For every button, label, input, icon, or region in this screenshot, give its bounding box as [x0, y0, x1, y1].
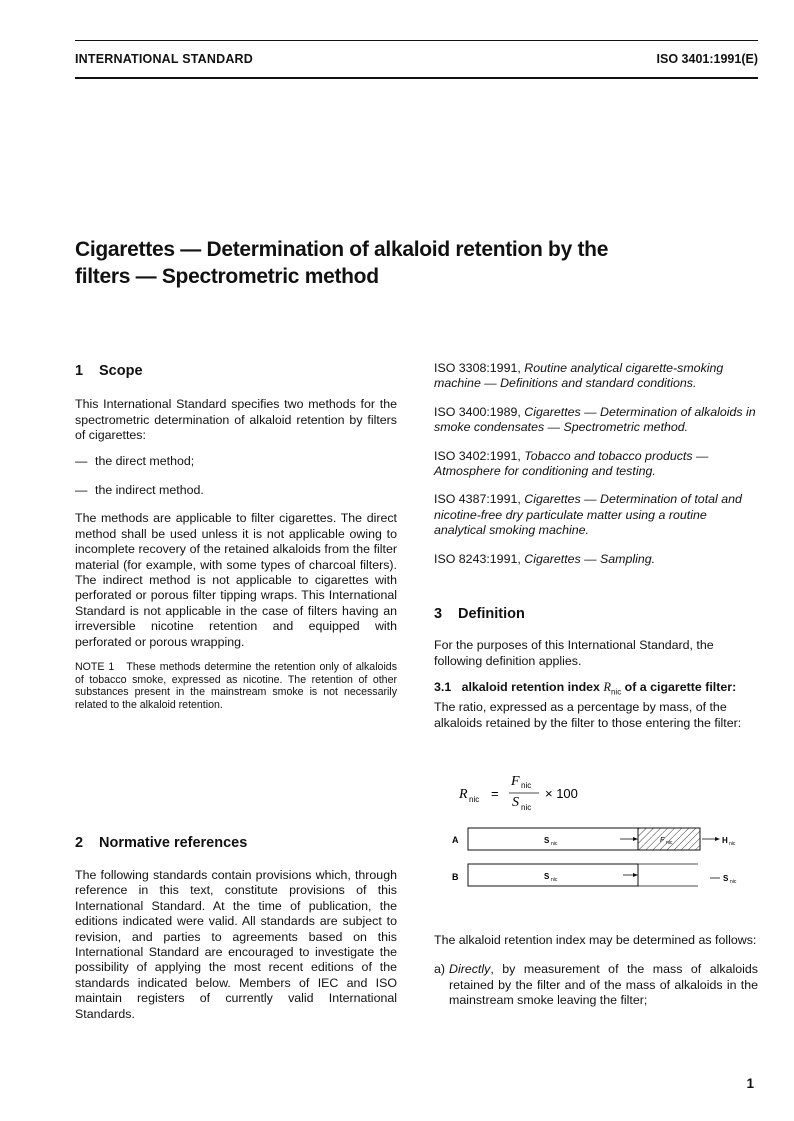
row-a-label: A [452, 835, 459, 845]
row-a-s-sub: nic [551, 841, 558, 847]
scope-note [75, 661, 397, 711]
scope-body: The methods are applicable to filter cigarettes. The direct method shall be used unless it is not applicable owing to incomplete recovery of the retained alkaloids from the filter material (for example, with some types of charcoal filters). The indirect method is not applicable to cigarettes with perforated or porous filter tipping wraps. This International Standard is not applicable in the case of filters having an irreversible nicotine retention and equipped with perforated or porous wrapping. [75, 511, 397, 649]
formula-times: × 100 [545, 786, 578, 801]
scope-item-direct [75, 454, 397, 469]
normative-body: The following standards contain provisions which, through reference in this text, constitute provisions of this International Standard. At the time of publication, the editions indicated were valid. All standards are subject to revision, and parties to agreements based on this International Standard are encouraged to investigate the possibility of applying the most recent editions of the standards indicated below. Members of IEC and ISO maintain registers of currently valid International Standards. [75, 867, 397, 1021]
document-title [75, 236, 765, 290]
item-a-body: , by measurement of the mass of alkaloids retained by the filter and of the mass of alkaloids in the mainstream smoke leaving the filter; [449, 962, 758, 1008]
reference-title: Routine analytical cigarette-smoking machine — Definitions and standard conditions. [434, 361, 724, 391]
scope-item-indirect [75, 483, 397, 498]
normative-heading [75, 836, 397, 851]
row-b-s-label: S [544, 872, 550, 881]
term-symbol: R [603, 680, 611, 695]
formula-denominator-sub: nic [521, 803, 532, 812]
reference-title: Cigarettes — Sampling. [524, 551, 656, 566]
reference-iso-3308 [434, 361, 758, 392]
determination-intro: The alkaloid retention index may be determined as follows: [434, 933, 757, 947]
formula-lhs-sub: nic [469, 795, 480, 804]
row-a-filter [638, 828, 700, 850]
cigarette-diagram [440, 822, 760, 892]
formula-numerator: F [511, 774, 520, 789]
scope-title: Scope [99, 363, 143, 379]
dash: — [75, 453, 88, 468]
retention-formula [459, 772, 619, 820]
row-b-s-out-sub: nic [730, 879, 737, 885]
header-left: INTERNATIONAL STANDARD [75, 52, 254, 66]
normative-title: Normative references [99, 835, 248, 852]
reference-title: Cigarettes — Determination of total and nicotine-free dry particulate matter using a routine analytical smoking machine. [434, 492, 742, 538]
term-suffix: of a cigarette filter: [624, 680, 737, 695]
row-b-s-sub: nic [551, 877, 558, 883]
scope-number: 1 [75, 363, 84, 379]
row-a-h-sub: nic [729, 841, 736, 847]
scope-item-indirect-text: the indirect method. [95, 483, 204, 498]
row-a-arrow-in-head [633, 837, 638, 841]
row-a-s-label: S [544, 836, 550, 845]
left-column [75, 364, 397, 1022]
definition-title: Definition [458, 606, 525, 623]
scope-heading [75, 364, 397, 379]
row-a-h-label: H [722, 836, 728, 845]
item-a-text [449, 962, 758, 1008]
row-a-f-label: F [660, 837, 665, 844]
formula-denominator: S [512, 795, 519, 810]
term-symbol-sub: nic [610, 687, 622, 697]
item-a-label: a) [434, 962, 446, 977]
reference-iso-8243 [434, 552, 758, 567]
reference-title: Cigarettes — Determination of alkaloids in smoke condensates — Spectrometric method. [434, 404, 756, 435]
definition-3-1 [434, 680, 758, 731]
header-right: ISO 3401:1991(E) [656, 52, 758, 66]
row-a-f-sub: nic [666, 840, 673, 846]
note-text: These methods determine the retention only of alkaloids of tobacco smoke, expressed as nicotine. The retention of other substances present in the mainstream smoke is not necessarily related to the alkaloid retention. [75, 661, 397, 711]
title-line-1: Cigarettes — Determination of alkaloid retention by the [75, 238, 609, 261]
definition-heading [434, 607, 758, 622]
reference-iso-3402 [434, 449, 758, 480]
page-number: 1 [746, 1076, 754, 1091]
row-a-arrow-out-head [715, 837, 720, 841]
row-b-arrow-head [633, 873, 638, 877]
header-rule-bottom [75, 77, 758, 79]
right-column [434, 361, 758, 731]
definition-intro: For the purposes of this International Standard, the following definition applies. [434, 638, 714, 668]
note-label: NOTE 1 [75, 661, 115, 674]
reference-code: ISO 8243:1991, [434, 551, 521, 566]
reference-code: ISO 4387:1991, [434, 492, 521, 507]
right-column-lower [434, 933, 758, 1009]
formula-numerator-sub: nic [521, 781, 532, 790]
reference-iso-3400 [434, 405, 758, 436]
term-definition: The ratio, expressed as a percentage by mass, of the alkaloids retained by the filter to those entering the filter: [434, 700, 742, 730]
reference-title: Tobacco and tobacco products — Atmosphere for conditioning and testing. [434, 448, 709, 479]
row-b-s-out-label: S [723, 874, 729, 883]
normative-number: 2 [75, 835, 84, 852]
item-a-emphasis: Directly [449, 962, 491, 977]
term-name: alkaloid retention index [461, 680, 600, 695]
row-b-label: B [452, 872, 459, 882]
dash: — [75, 483, 88, 498]
scope-intro: This International Standard specifies two methods for the spectrometric determination of alkaloid retention by filters of cigarettes: [75, 397, 397, 443]
definition-number: 3 [434, 606, 443, 623]
reference-iso-4387 [434, 492, 758, 538]
reference-code: ISO 3400:1989, [434, 404, 521, 419]
reference-code: ISO 3308:1991, [434, 361, 521, 375]
reference-code: ISO 3402:1991, [434, 448, 521, 463]
formula-equals: = [491, 786, 499, 801]
formula-lhs: R [459, 787, 468, 802]
title-line-2: filters — Spectrometric method [75, 265, 379, 288]
scope-item-direct-text: the direct method; [95, 453, 195, 468]
formula-svg [459, 772, 619, 816]
header-rule-top [75, 40, 758, 41]
term-number: 3.1 [434, 680, 452, 695]
method-item-a [434, 962, 758, 1008]
